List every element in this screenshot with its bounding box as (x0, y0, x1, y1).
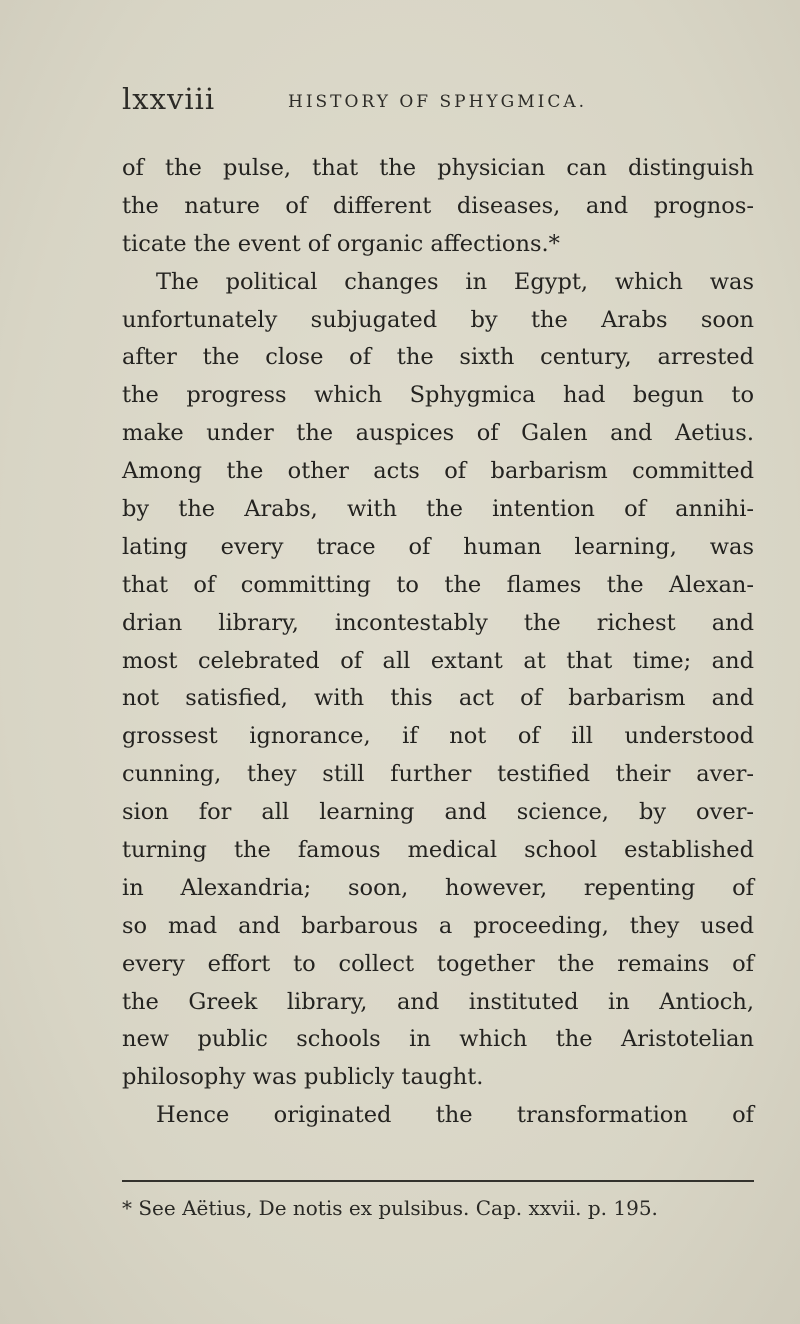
text-line: make under the auspices of Galen and Aetius. (122, 420, 754, 447)
text-line: new public schools in which the Aristotelian (122, 1026, 754, 1053)
text-line: grossest ignorance, if not of ill understood (122, 723, 754, 750)
text-line: of the pulse, that the physician can distinguish (122, 155, 754, 181)
body-text (122, 150, 754, 1135)
page-number: lxxviii (122, 82, 216, 116)
text-line: Hence originated the transformation of (156, 1102, 754, 1129)
text-line: the progress which Sphygmica had begun to (122, 382, 754, 409)
text-line: the nature of different diseases, and prognos- (122, 192, 754, 219)
running-head: HISTORY OF SPHYGMICA. (288, 92, 588, 112)
text-line: most celebrated of all extant at that time; and (122, 647, 754, 674)
footnote-rule (122, 1180, 754, 1182)
text-line: in Alexandria; soon, however, repenting of (122, 874, 754, 901)
text-line: drian library, incontestably the richest and (122, 609, 754, 636)
text-line: after the close of the sixth century, arrested (122, 344, 754, 371)
text-line: every effort to collect together the remains of (122, 950, 754, 977)
text-line: ticate the event of organic affections.* (122, 230, 560, 257)
text-line: turning the famous medical school established (122, 837, 754, 864)
text-line: The political changes in Egypt, which was (156, 268, 754, 295)
text-line: cunning, they still further testified their aver- (122, 761, 754, 788)
text-line: unfortunately subjugated by the Arabs soon (122, 306, 754, 333)
text-line: that of committing to the flames the Alexan- (122, 571, 754, 598)
page-header (122, 82, 762, 122)
text-line: by the Arabs, with the intention of annihi- (122, 496, 754, 523)
text-line: not satisfied, with this act of barbarism and (122, 685, 754, 712)
text-line: philosophy was publicly taught. (122, 1064, 484, 1091)
text-line: Among the other acts of barbarism committed (122, 458, 754, 485)
footnote: * See Aëtius, De notis ex pulsibus. Cap. xxvii. p. 195. (122, 1196, 658, 1220)
text-line: so mad and barbarous a proceeding, they used (122, 912, 754, 939)
text-line: sion for all learning and science, by over- (122, 799, 754, 826)
text-line: lating every trace of human learning, was (122, 533, 754, 560)
text-line: the Greek library, and instituted in Antioch, (122, 988, 754, 1015)
